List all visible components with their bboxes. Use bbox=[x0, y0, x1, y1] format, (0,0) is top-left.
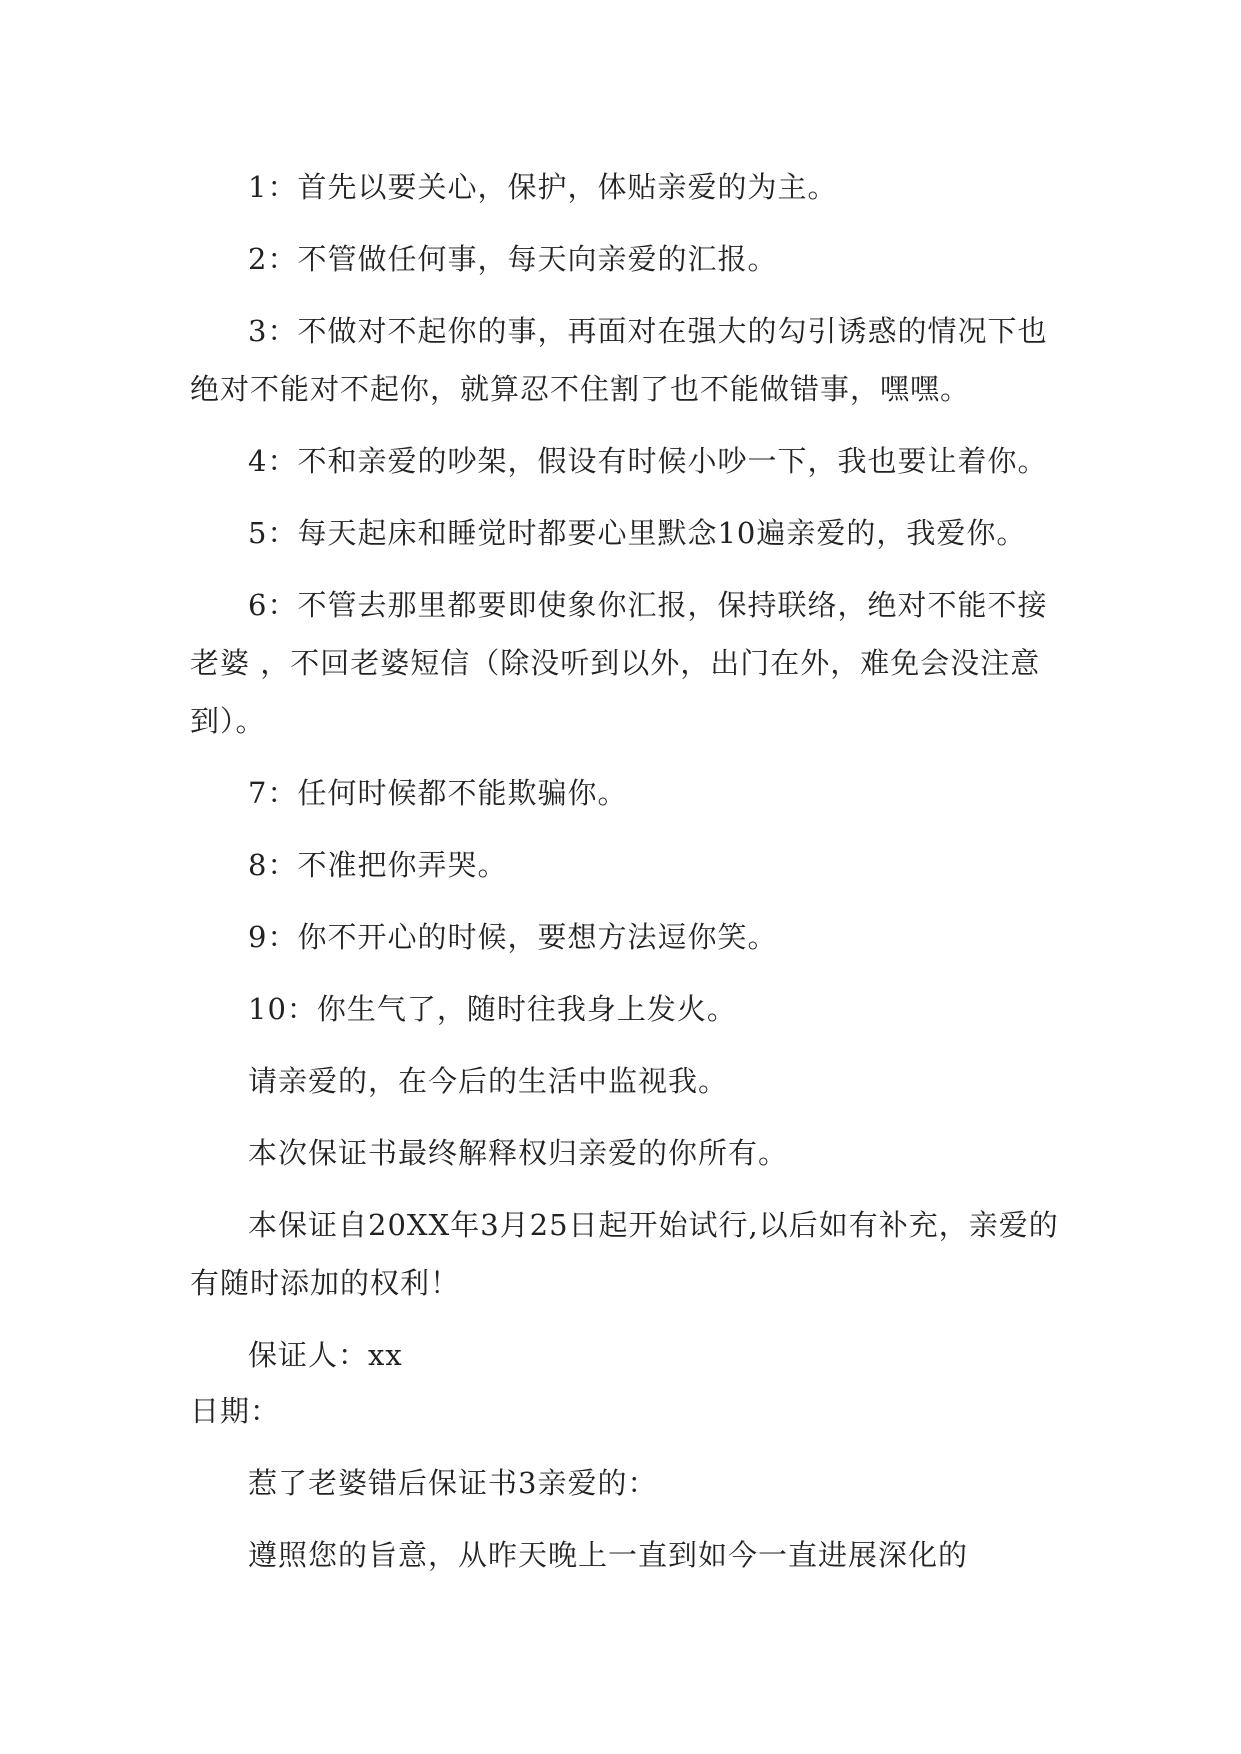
paragraph-9: 9：你不开心的时候，要想方法逗你笑。 bbox=[248, 920, 778, 954]
paragraph-1: 1：首先以要关心，保护，体贴亲爱的为主。 bbox=[248, 170, 838, 204]
paragraph-2: 2：不管做任何事，每天向亲爱的汇报。 bbox=[248, 242, 778, 276]
paragraph-request: 请亲爱的，在今后的生活中监视我。 bbox=[248, 1064, 729, 1098]
paragraph-10: 10：你生气了，随时往我身上发火。 bbox=[248, 992, 737, 1026]
paragraph-interpretation: 本次保证书最终解释权归亲爱的你所有。 bbox=[248, 1136, 789, 1170]
paragraph-3: 3：不做对不起你的事，再面对在强大的勾引诱惑的情况下也绝对不能对不起你，就算忍不住割了也不能做错事，嘿嘿。 bbox=[190, 314, 1048, 406]
paragraph-4: 4：不和亲爱的吵架，假设有时候小吵一下，我也要让着你。 bbox=[248, 444, 1048, 478]
document-body bbox=[190, 158, 1070, 1584]
guarantor-line: 保证人：xx bbox=[248, 1338, 403, 1372]
next-section-title: 惹了老婆错后保证书3亲爱的： bbox=[248, 1466, 658, 1500]
paragraph-7: 7：任何时候都不能欺骗你。 bbox=[248, 776, 628, 810]
paragraph-5: 5：每天起床和睡觉时都要心里默念10遍亲爱的，我爱你。 bbox=[248, 516, 1027, 550]
paragraph-effective-date: 本保证自20XX年3月25日起开始试行,以后如有补充，亲爱的有随时添加的权利！ bbox=[190, 1208, 1059, 1300]
date-label: 日期： bbox=[190, 1394, 281, 1428]
paragraph-8: 8：不准把你弄哭。 bbox=[248, 848, 508, 882]
paragraph-6: 6：不管去那里都要即使象你汇报，保持联络，绝对不能不接老婆 ，不回老婆短信（除没听到以外，出门在外，难免会没注意到）。 bbox=[190, 588, 1048, 738]
next-section-first-line: 遵照您的旨意，从昨天晚上一直到如今一直进展深化的 bbox=[248, 1538, 969, 1572]
